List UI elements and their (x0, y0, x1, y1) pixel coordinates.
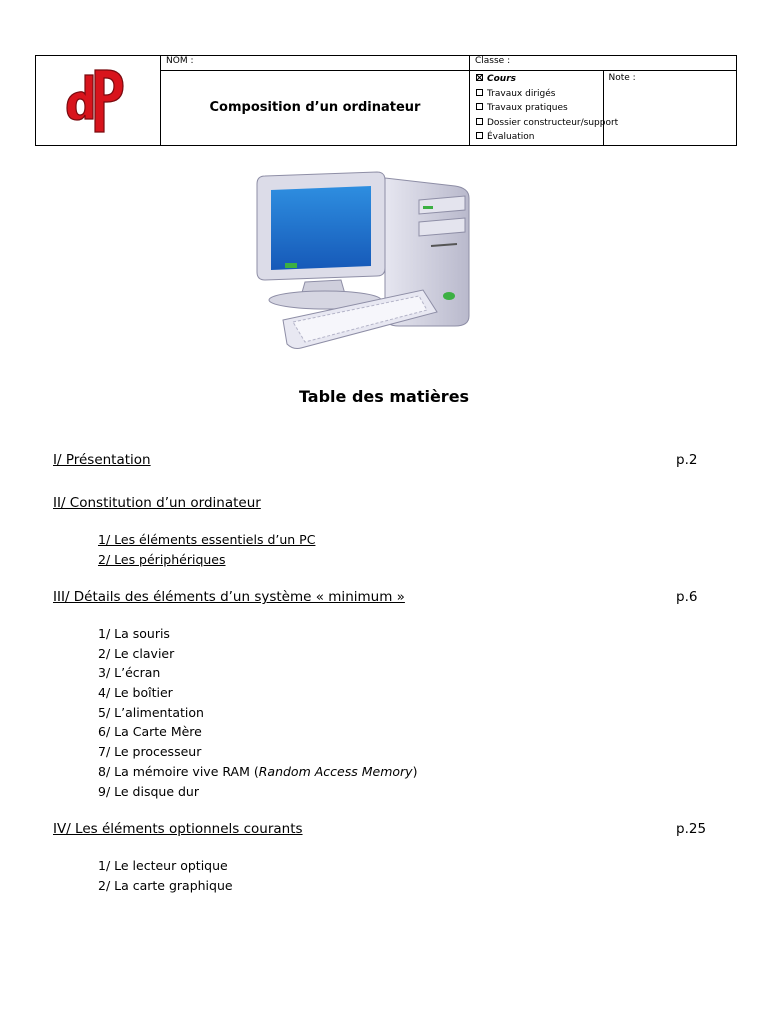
toc-item-2-2[interactable]: 2/ Les périphériques (98, 552, 226, 567)
toc-item-2-1[interactable]: 1/ Les éléments essentiels d’un PC (98, 532, 316, 547)
toc-section-2[interactable]: II/ Constitution d’un ordinateur (53, 495, 261, 511)
toc-item-3-7: 7/ Le processeur (98, 744, 202, 759)
toc-item-3-9: 9/ Le disque dur (98, 784, 199, 799)
toc-item-4-2: 2/ La carte graphique (98, 878, 233, 893)
computer-illustration (253, 170, 483, 362)
checkbox-cours[interactable]: Cours (476, 72, 603, 87)
checkbox-evaluation[interactable]: Évaluation (476, 130, 603, 145)
checkbox-icon (476, 132, 483, 139)
toc-item-3-3: 3/ L’écran (98, 665, 161, 680)
checkbox-dossier[interactable]: Dossier constructeur/support (476, 116, 603, 131)
ram-close: ) (412, 764, 418, 779)
dp-logo (65, 62, 131, 134)
checkbox-icon (476, 103, 483, 110)
checked-box-icon (476, 74, 483, 81)
toc-page-3: p.6 (676, 589, 698, 605)
toc-item-3-5: 5/ L’alimentation (98, 705, 204, 720)
toc-page-1: p.2 (676, 452, 698, 468)
document-title: Composition d’un ordinateur (161, 71, 470, 146)
classe-field (470, 56, 737, 71)
toc-section-1[interactable]: I/ Présentation (53, 452, 151, 468)
checkbox-icon (476, 89, 483, 96)
checkbox-travaux-pratiques[interactable]: Travaux pratiques (476, 101, 603, 116)
toc-item-3-6: 6/ La Carte Mère (98, 724, 202, 739)
toc-item-3-2: 2/ Le clavier (98, 646, 175, 661)
toc-item-3-4: 4/ Le boîtier (98, 685, 173, 700)
checkbox-travaux-diriges[interactable]: Travaux dirigés (476, 87, 603, 102)
toc-item-3-1: 1/ La souris (98, 626, 170, 641)
type-checklist (470, 71, 619, 146)
nom-label: NOM : (166, 56, 194, 66)
toc-section-4[interactable]: IV/ Les éléments optionnels courants (53, 821, 303, 837)
toc-page-4: p.25 (676, 821, 707, 837)
toc-section-3[interactable]: III/ Détails des éléments d’un système « minimum » (53, 589, 405, 605)
toc-item-3-8 (98, 764, 417, 779)
toc-title: Table des matières (298, 387, 470, 406)
logo-cell (36, 56, 161, 146)
checkbox-icon (476, 118, 483, 125)
ram-label: 8/ La mémoire vive RAM ( (98, 764, 259, 779)
note-label: Note : (608, 73, 636, 83)
toc-item-4-1: 1/ Le lecteur optique (98, 858, 228, 873)
header-table (35, 55, 737, 146)
ram-italic: Random Access Memory (258, 764, 413, 779)
classe-label: Classe : (475, 56, 511, 66)
nom-field (161, 56, 470, 71)
note-field (603, 71, 737, 146)
